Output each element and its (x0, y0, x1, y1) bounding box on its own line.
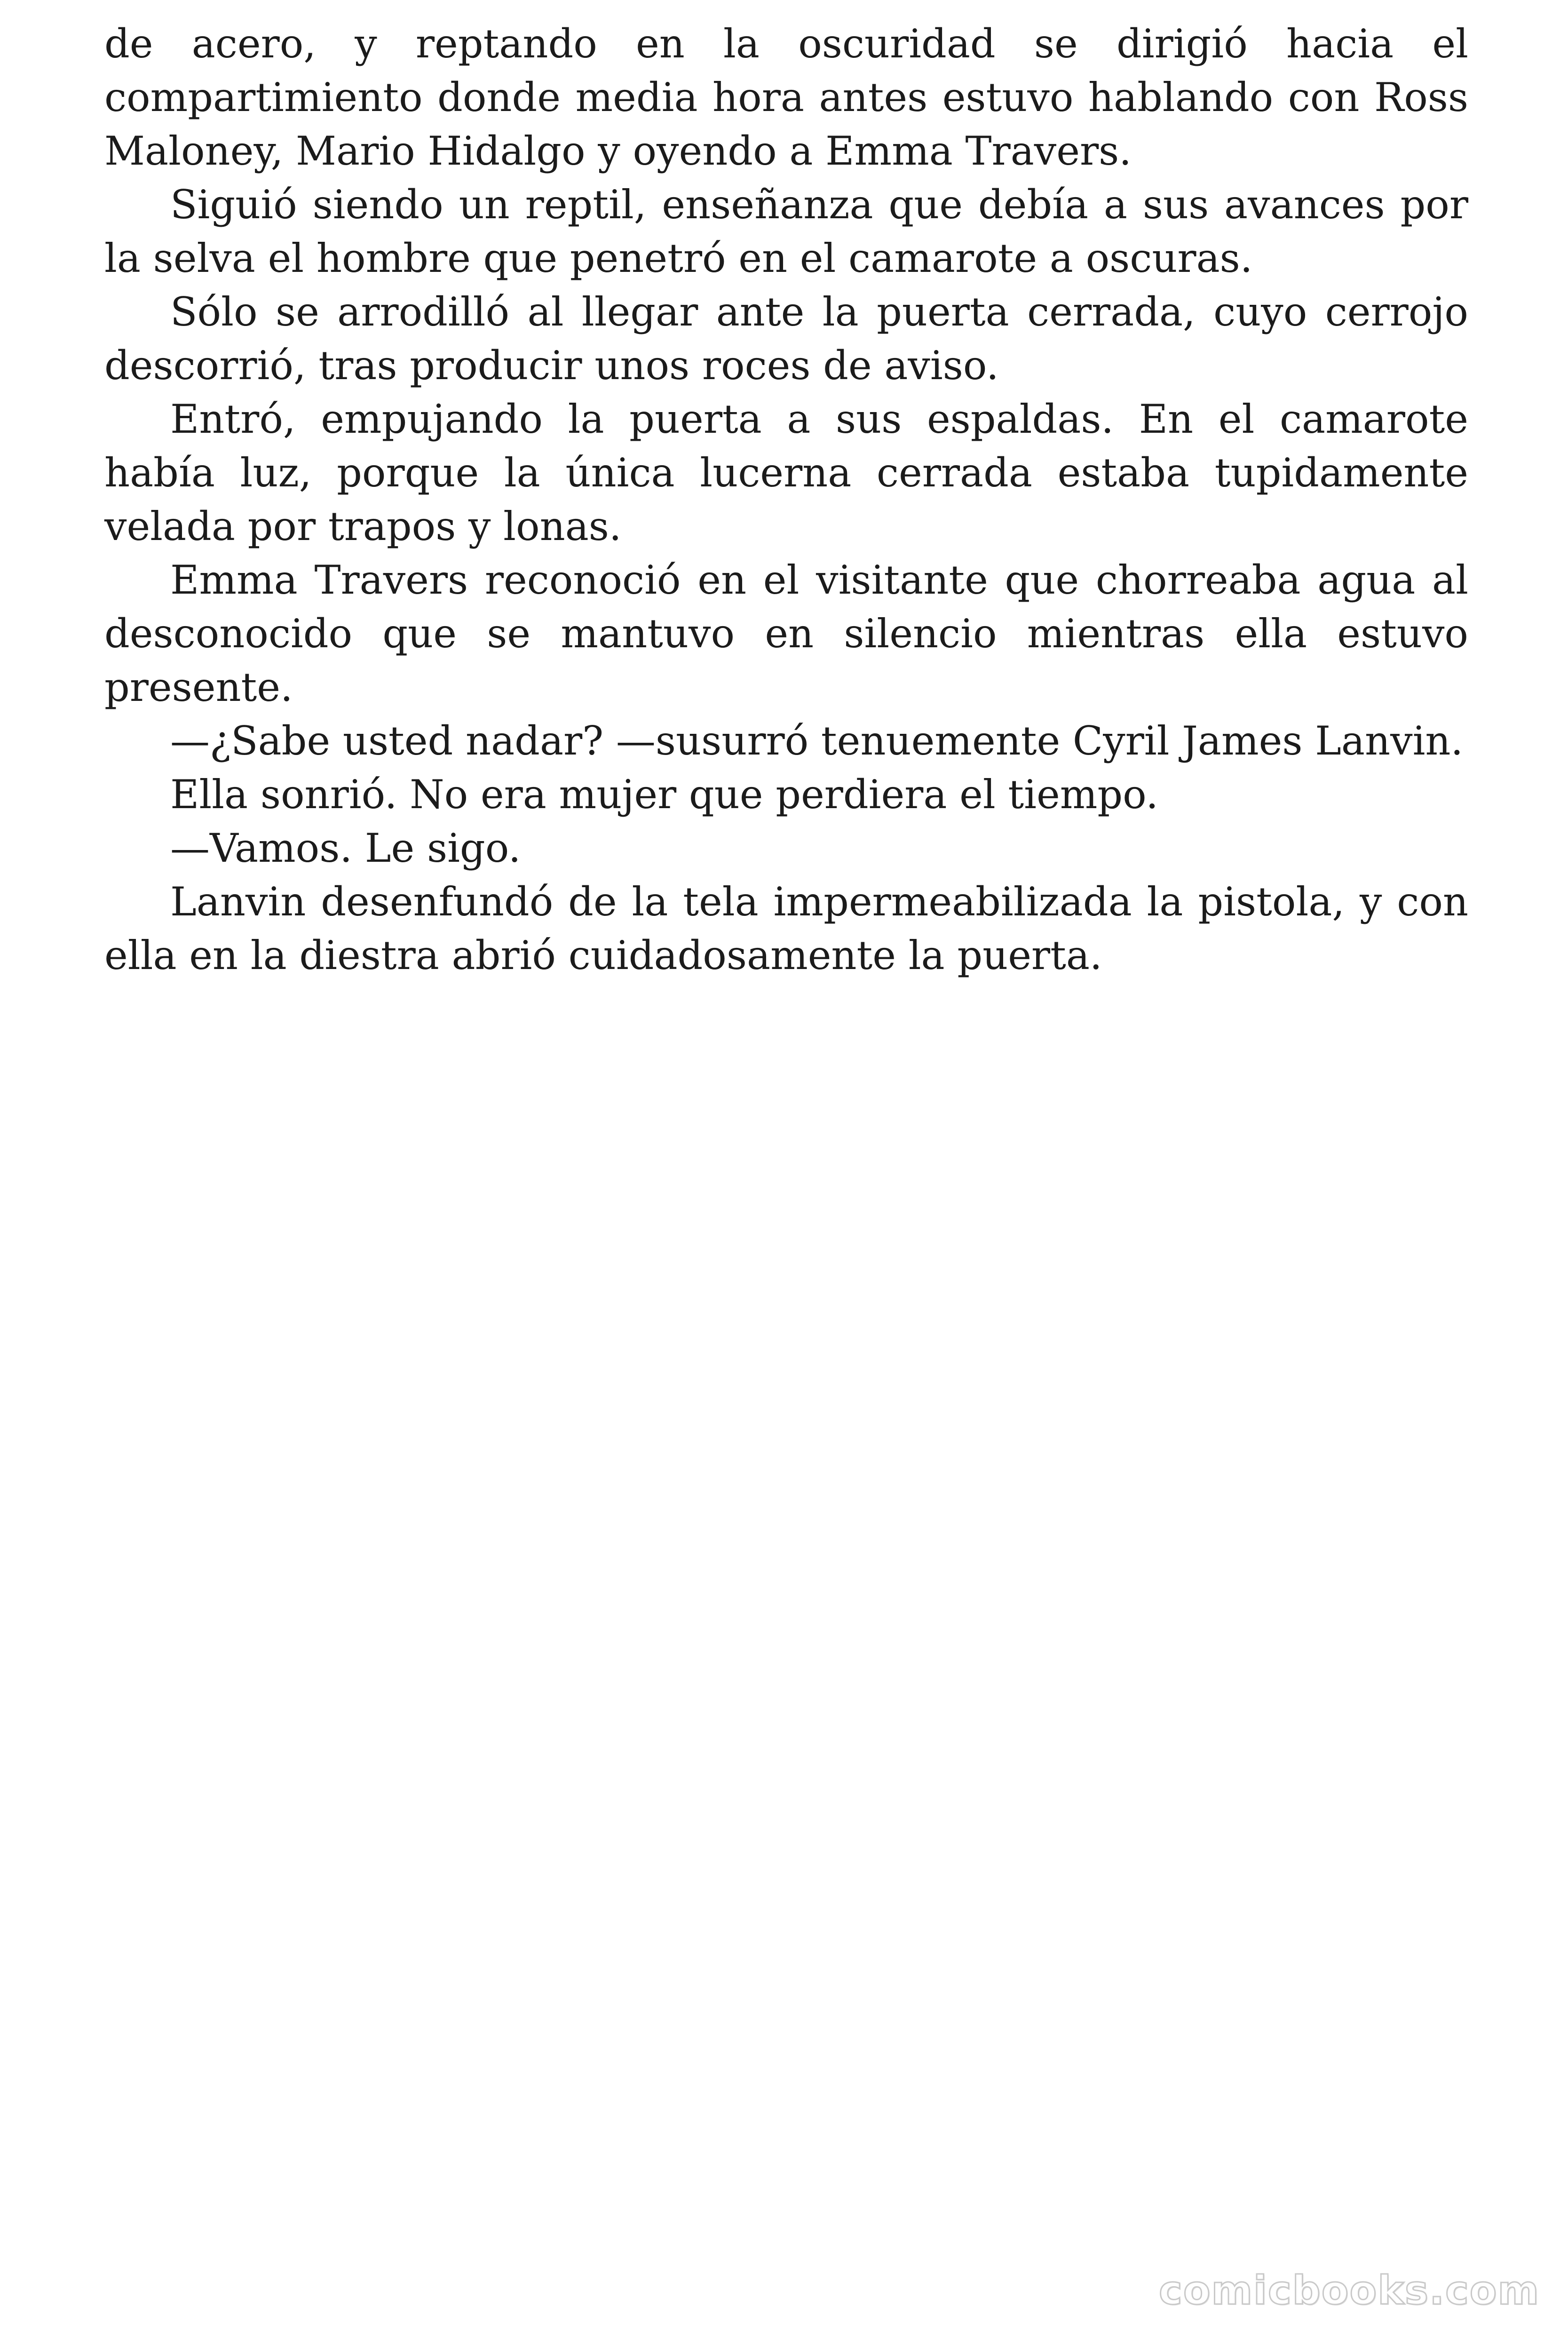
paragraph: Emma Travers reconoció en el visitante que chorreaba agua al desconocido que se mantuvo en silencio mientras ella estuvo presente. (104, 557, 1468, 710)
body-text (104, 17, 1468, 982)
paragraph: Entró, empujando la puerta a sus espaldas. En el camarote había luz, porque la única lucerna cerrada estaba tupidamente velada por trapos y lonas. (104, 396, 1468, 549)
paragraph: Sólo se arrodilló al llegar ante la puerta cerrada, cuyo cerrojo descorrió, tras producir unos roces de aviso. (104, 289, 1468, 389)
book-page (104, 0, 1468, 2352)
paragraph: Lanvin desenfundó de la tela impermeabilizada la pistola, y con ella en la diestra abrió cuidadosamente la puerta. (104, 879, 1468, 978)
watermark: comicbooks.com (1159, 2267, 1540, 2313)
paragraph: —Vamos. Le sigo. (170, 825, 521, 871)
paragraph: de acero, y reptando en la oscuridad se dirigió hacia el compartimiento donde media hora antes estuvo hablando con Ross Maloney, Mario Hidalgo y oyendo a Emma Travers. (104, 21, 1468, 174)
paragraph: Siguió siendo un reptil, enseñanza que debía a sus avances por la selva el hombre que penetró en el camarote a oscuras. (104, 182, 1468, 281)
paragraph: —¿Sabe usted nadar? —susurró tenuemente Cyril James Lanvin. (170, 718, 1464, 764)
paragraph: Ella sonrió. No era mujer que perdiera el tiempo. (170, 771, 1158, 818)
